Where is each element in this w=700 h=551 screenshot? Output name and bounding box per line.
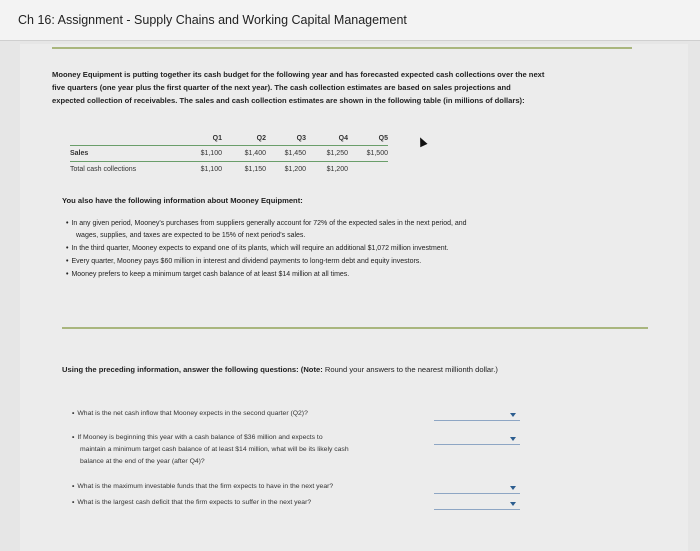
bullet-dot: •	[66, 245, 69, 252]
page-header	[0, 0, 700, 41]
info-bullet-4	[66, 269, 656, 281]
instruction-suffix: Round your answers to the nearest millionth dollar.)	[322, 365, 498, 374]
question-2-line-2: maintain a minimum target cash balance of at least $14 million, what will be its likely cash	[80, 446, 349, 453]
question-2	[72, 432, 422, 444]
answer-1-dropdown[interactable]	[434, 410, 520, 421]
table-header-q4: Q4	[306, 131, 348, 146]
bullet-text: In the third quarter, Mooney expects to expand one of its plants, which will require an additional $1,072 million investment.	[71, 245, 449, 252]
question-1-text: What is the net cash inflow that Mooney expects in the second quarter (Q2)?	[77, 410, 308, 417]
info-bullet-2	[66, 243, 656, 255]
answer-3-dropdown[interactable]	[434, 483, 520, 494]
table-header-q1: Q1	[178, 131, 222, 146]
bullet-dot: •	[72, 499, 75, 506]
note-label: Note:	[303, 365, 323, 374]
question-3	[72, 481, 422, 493]
sales-q4: $1,250	[306, 146, 348, 162]
table-header-q3: Q3	[266, 131, 306, 146]
answer-4-dropdown[interactable]	[434, 499, 520, 510]
info-lead: You also have the following information about Mooney Equipment:	[62, 196, 303, 205]
sales-q2: $1,400	[222, 146, 266, 162]
chevron-down-icon	[510, 437, 516, 441]
intro-line-1: Mooney Equipment is putting together its cash budget for the following year and has forecasted expected cash collections over the next	[52, 70, 545, 79]
row-label-collections: Total cash collections	[70, 166, 137, 173]
chevron-down-icon	[510, 486, 516, 490]
intro-line-2: five quarters (one year plus the first quarter of the next year). The cash collection estimates are based on sales projections and	[52, 83, 511, 92]
instruction-text	[62, 363, 662, 376]
info-bullet-1	[66, 218, 656, 230]
chevron-down-icon	[510, 413, 516, 417]
bullet-dot: •	[72, 434, 75, 441]
intro-paragraph	[52, 68, 652, 107]
collections-q2: $1,150	[244, 166, 266, 173]
bullet-text: Mooney prefers to keep a minimum target cash balance of at least $14 million at all times.	[71, 271, 350, 278]
info-bullet-1-cont: wages, supplies, and taxes are expected to be 15% of next period's sales.	[76, 232, 306, 239]
bullet-dot: •	[72, 410, 75, 417]
answer-2-dropdown[interactable]	[434, 434, 520, 445]
question-3-text: What is the maximum investable funds that the firm expects to have in the next year?	[77, 483, 334, 490]
sales-q1: $1,100	[178, 146, 222, 162]
collections-q4: $1,200	[326, 166, 348, 173]
intro-line-3: expected collection of receivables. The sales and cash collection estimates are shown in the following table (in millions of dollars):	[52, 96, 525, 105]
bullet-text: Every quarter, Mooney pays $60 million in interest and dividend payments to long-term debt and equity investors.	[71, 258, 422, 265]
table-row-sales	[70, 146, 388, 162]
middle-divider	[62, 327, 648, 329]
question-4-text: What is the largest cash deficit that the firm expects to suffer in the next year?	[77, 499, 312, 506]
table-row-collections	[70, 162, 388, 178]
sales-q5: $1,500	[348, 146, 388, 162]
table-header-row	[70, 131, 388, 146]
estimates-table	[70, 131, 388, 177]
question-1	[72, 408, 422, 420]
collections-q1: $1,100	[200, 166, 222, 173]
table-header-blank	[70, 131, 178, 146]
chevron-down-icon	[510, 502, 516, 506]
table-header-q2: Q2	[222, 131, 266, 146]
page-title: Ch 16: Assignment - Supply Chains and Working Capital Management	[18, 13, 407, 27]
table-header-q5: Q5	[348, 131, 388, 146]
question-4	[72, 497, 422, 509]
bullet-dot: •	[66, 271, 69, 278]
top-divider	[52, 47, 632, 49]
bullet-text: In any given period, Mooney's purchases from suppliers generally account for 72% of the expected sales in the next period, and	[71, 220, 467, 227]
question-2-text-line1: If Mooney is beginning this year with a cash balance of $36 million and expects to	[77, 434, 323, 441]
row-label-sales: Sales	[70, 146, 178, 162]
instruction-prefix: Using the preceding information, answer the following questions: (	[62, 365, 304, 374]
bullet-dot: •	[66, 220, 69, 227]
question-card	[20, 44, 688, 551]
question-2-line-3: balance at the end of the year (after Q4)?	[80, 458, 205, 465]
collections-q5	[348, 162, 388, 178]
bullet-dot: •	[66, 258, 69, 265]
collections-q3: $1,200	[284, 166, 306, 173]
sales-q3: $1,450	[266, 146, 306, 162]
bullet-dot: •	[72, 483, 75, 490]
info-bullet-3	[66, 256, 656, 268]
